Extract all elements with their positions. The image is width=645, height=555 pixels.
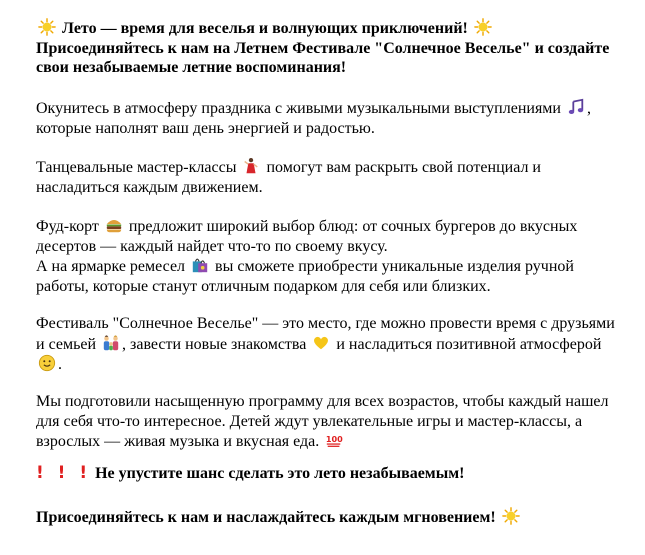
fair-text-after: вы сможете приобрести уникальные изделия ручной работы, которые станут отличным подарком для себя или близких.: [36, 258, 574, 295]
intro-line1: Лето — время для веселья и волнующих приключений!: [62, 20, 468, 37]
intro-line2: Присоединяйтесь к нам на Летнем Фестивале "Солнечное Веселье" и создайте свои незабываемые летние воспоминания!: [36, 39, 610, 76]
cta-text: Не упустите шанс сделать это лето незабываемым!: [95, 465, 465, 482]
friends-text-after: и насладиться позитивной атмосферой: [336, 335, 602, 353]
exclamation-marks: ! ! !: [36, 463, 92, 483]
shopping-bags-icon: [191, 256, 209, 274]
fair-text: А на ярмарке ремесел: [36, 258, 186, 275]
dance-text-after: помогут вам раскрыть свой потенциал и насладиться каждым движением.: [36, 159, 541, 196]
friends-paragraph: [36, 314, 616, 375]
closing-text: Присоединяйтесь к нам и наслаждайтесь каждым мгновением!: [36, 509, 496, 526]
music-text: Окунитесь в атмосферу праздника с живыми музыкальными выступлениями: [36, 100, 561, 117]
sun-icon: [38, 18, 56, 36]
program-text: Мы подготовили насыщенную программу для всех возрастов, чтобы каждый нашел для себя что-то интересное. Детей ждут увлекательные игры и мастер-классы, а взрослых — живая музыка и вкусная еда.: [36, 393, 609, 450]
dance-text: Танцевальные мастер-классы: [36, 159, 237, 176]
friends-text-end: .: [58, 356, 62, 373]
svg-text:100: 100: [326, 433, 344, 444]
yellow-heart-icon: [312, 334, 330, 352]
musical-notes-icon: [567, 98, 585, 116]
intro-paragraph: [36, 18, 616, 78]
smiling-face-icon: [38, 354, 56, 372]
sun-icon: [502, 507, 520, 525]
program-paragraph: [36, 392, 616, 452]
friends-text: Фестиваль "Солнечное Веселье" — это место, где можно провести время с друзьями и семьей: [36, 315, 615, 353]
friends-text-middle: , завести новые знакомства: [122, 335, 307, 353]
food-text-after: предложит широкий выбор блюд: от сочных бургеров до вкусных десертов — каждый найдет что-то по своему вкусу.: [36, 218, 578, 255]
hundred-points-icon: [325, 431, 343, 449]
dancer-icon: [242, 157, 260, 175]
burger-icon: [105, 216, 123, 234]
cta-paragraph: [36, 464, 616, 484]
food-text: Фуд-корт: [36, 218, 99, 235]
family-icon: [102, 334, 120, 352]
closing-paragraph: [36, 507, 616, 528]
music-paragraph: [36, 98, 616, 138]
dance-paragraph: [36, 157, 616, 197]
food-fair-paragraph: [36, 216, 616, 296]
music-text-after: , которые наполнят ваш день энергией и радостью.: [36, 100, 591, 137]
sun-icon: [474, 18, 492, 36]
